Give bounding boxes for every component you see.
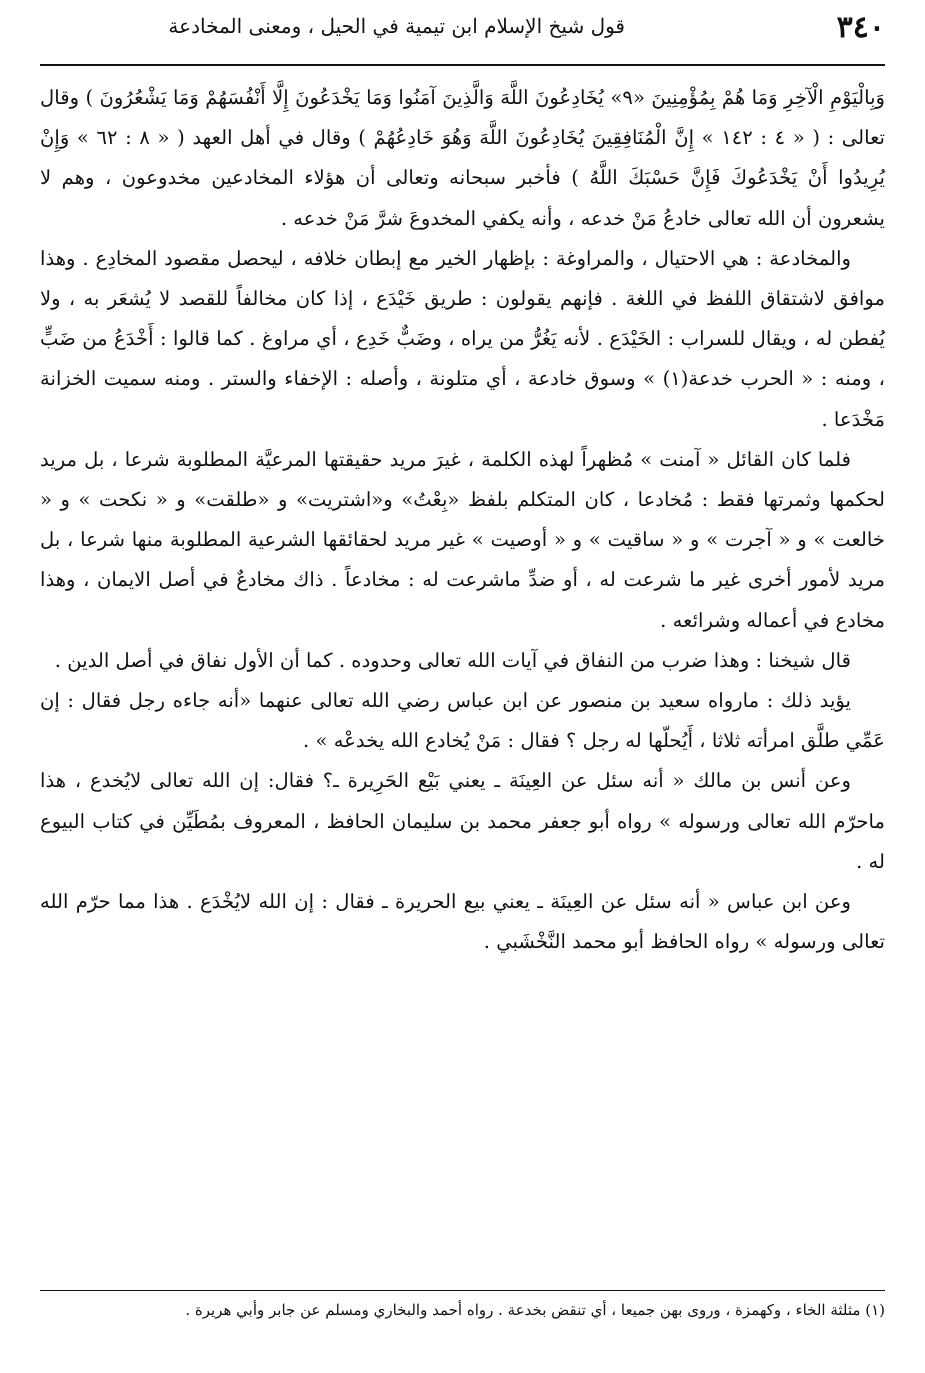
page-number: ٣٤٠ <box>836 10 885 45</box>
paragraph-quran-verses: وَبِالْيَوْمِ الْآخِرِ وَمَا هُمْ بِمُؤْمِنِينَ «٩» يُخَادِعُونَ اللَّهَ وَالَّذِينَ آمَنُوا وَمَا يَخْدَعُونَ إِلَّا أَنْفُسَهُمْ وَمَا يَشْعُرُونَ ) وقال تعالى : ( « ٤ : ١٤٢ » إِنَّ الْمُنَافِقِينَ يُخَادِعُونَ اللَّهَ وَهُوَ خَادِعُهُمْ ) وقال في أهل العهد ( « ٨ : ٦٢ » وَإِنْ يُرِيدُوا أَنْ يَخْدَعُوكَ فَإِنَّ حَسْبَكَ اللَّهُ ) فأخبر سبحانه وتعالى أن هؤلاء المخادعين مخدوعون ، وهم لا يشعرون أن الله تعالى خادعُ مَنْ خدعه ، وأنه يكفي المخدوعَ شرَّ مَنْ خدعه . <box>40 86 885 230</box>
footnote: (١) مثلثة الخاء ، وكهمزة ، وروى بهن جميعا ، أي تنقض بخدعة . رواه أحمد والبخاري ومسلم عن جابر وأبي هريرة . <box>185 1301 885 1319</box>
paragraph-definition: والمخادعة : هي الاحتيال ، والمراوغة : بإظهار الخير مع إبطان خلافه ، ليحصل مقصود المخادِع . وهذا موافق لاشتقاق اللفظ في اللغة . فإنهم يقولون : طريق خَيْدَع ، إذا كان مخالفاً للقصد لا يُشعَر به ، ولا يُفطن له ، ويقال للسراب : الخَيْدَع . لأنه يَغُرُّ من يراه ، وضَبٌّ خَدِع ، أي مراوغ . كما قالوا : أَخْدَعُ من ضَبٍّ ، ومنه : « الحرب خدعة(١) » وسوق خادعة ، أي متلونة ، وأصله : الإخفاء والستر . ومنه سميت الخزانة مَخْدَعا . <box>40 246 885 431</box>
paragraph-amantu: فلما كان القائل « آمنت » مُظهراً لهذه الكلمة ، غيرَ مريد حقيقتها المرعيَّة المطلوبة شرعا ، بل مريد لحكمها وثمرتها فقط : مُخادعا ، كان المتكلم بلفظ «بِعْتُ» و«اشتريت» و «طلقت» و « نكحت » و « خالعت » و « آجرت » و « ساقيت » و « أوصيت » غير مريد لحقائقها الشرعية المطلوبة منها شرعا ، بل مريد لأمور أخرى غير ما شرعت له ، أو ضدِّ ماشرعت له : مخادعاً . ذاك مخادعٌ في أصل الايمان ، وهذا مخادع في أعماله وشرائعه . <box>40 447 885 632</box>
paragraph-anas: وعن أنس بن مالك « أنه سئل عن العِينَة ـ يعني بَيْع الحَرِيرة ـ؟ فقال: إن الله تعالى لايُخدع ، هذا ماحرّم الله تعالى ورسوله » رواه أبو جعفر محمد بن سليمان الحافظ ، المعروف بمُطَيِّن في كتاب البيوع له . <box>40 769 885 873</box>
main-text <box>40 78 885 1278</box>
paragraph-ibn-abbas-2: وعن ابن عباس « أنه سئل عن العِينَة ـ يعني بيع الحريرة ـ فقال : إن الله لايُخْدَع . هذا مما حرّم الله تعالى ورسوله » رواه الحافظ أبو محمد النَّخْشَبي . <box>40 890 885 954</box>
header-rule <box>40 64 885 66</box>
running-title: قول شيخ الإسلام ابن تيمية في الحيل ، ومعنى المخادعة <box>168 14 625 38</box>
footnote-rule <box>40 1290 885 1291</box>
paragraph-ibn-abbas-1: يؤيد ذلك : مارواه سعيد بن منصور عن ابن عباس رضي الله تعالى عنهما «أنه جاءه رجل فقال : إن عَمِّي طلَّق امرأته ثلاثا ، أَيُحلّها له رجل ؟ فقال : مَنْ يُخادع الله يخدعْه » . <box>40 689 885 753</box>
paragraph-shaykh: قال شيخنا : وهذا ضرب من النفاق في آيات الله تعالى وحدوده . كما أن الأول نفاق في أصل الدين . <box>54 648 851 672</box>
